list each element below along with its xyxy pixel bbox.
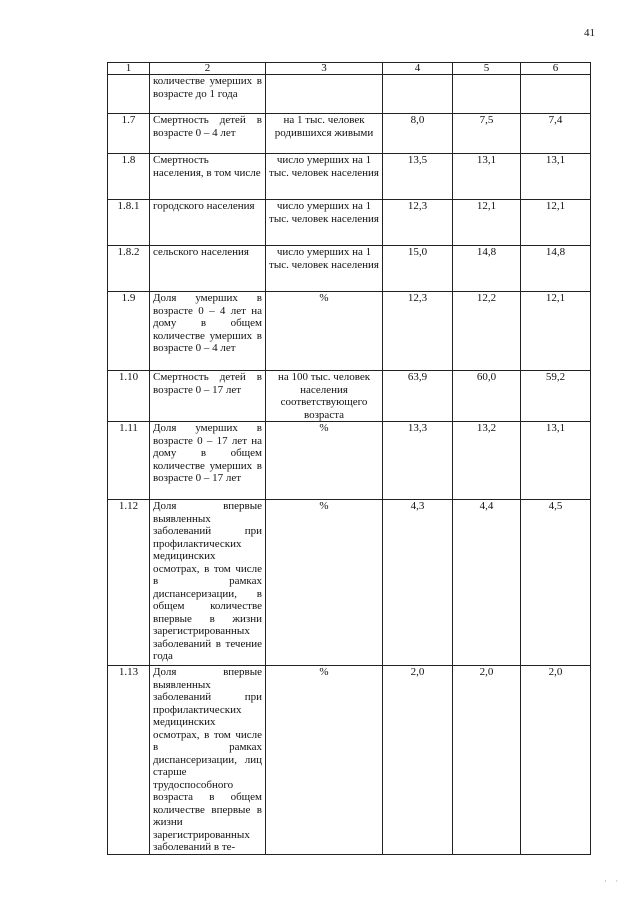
table-row <box>108 500 591 666</box>
value-col4: 8,0 <box>383 114 453 154</box>
indicator-name: Смертность детей в возрасте 0 – 17 лет <box>150 371 266 422</box>
value-col5: 4,4 <box>453 500 521 666</box>
header-cell: 2 <box>150 63 266 75</box>
table-row <box>108 292 591 371</box>
value-col5: 13,2 <box>453 422 521 500</box>
row-number: 1.8.1 <box>108 200 150 246</box>
value-col5 <box>453 75 521 114</box>
value-col5: 7,5 <box>453 114 521 154</box>
unit-cell: % <box>266 292 383 371</box>
indicator-name: Смертность населения, в том числе <box>150 154 266 200</box>
header-cell: 5 <box>453 63 521 75</box>
header-cell: 3 <box>266 63 383 75</box>
unit-cell: число умерших на 1 тыс. человек населения <box>266 154 383 200</box>
value-col4: 2,0 <box>383 666 453 855</box>
value-col6: 14,8 <box>521 246 591 292</box>
table-row <box>108 246 591 292</box>
indicator-table <box>107 62 591 855</box>
row-number: 1.11 <box>108 422 150 500</box>
indicator-name: Смертность детей в возрасте 0 – 4 лет <box>150 114 266 154</box>
table-header-row <box>108 63 591 75</box>
header-cell: 6 <box>521 63 591 75</box>
indicator-name: городского населения <box>150 200 266 246</box>
value-col6: 7,4 <box>521 114 591 154</box>
table-row <box>108 666 591 855</box>
row-number: 1.8.2 <box>108 246 150 292</box>
value-col5: 12,2 <box>453 292 521 371</box>
value-col4 <box>383 75 453 114</box>
value-col4: 12,3 <box>383 292 453 371</box>
value-col5: 13,1 <box>453 154 521 200</box>
unit-cell: % <box>266 422 383 500</box>
value-col4: 4,3 <box>383 500 453 666</box>
value-col4: 12,3 <box>383 200 453 246</box>
row-number: 1.12 <box>108 500 150 666</box>
value-col6: 59,2 <box>521 371 591 422</box>
row-number <box>108 75 150 114</box>
value-col6: 12,1 <box>521 292 591 371</box>
table-row <box>108 422 591 500</box>
row-number: 1.9 <box>108 292 150 371</box>
unit-cell <box>266 75 383 114</box>
table-row <box>108 154 591 200</box>
table-row <box>108 75 591 114</box>
value-col6: 2,0 <box>521 666 591 855</box>
value-col5: 12,1 <box>453 200 521 246</box>
unit-cell: на 100 тыс. человек населения соответствующего возраста <box>266 371 383 422</box>
value-col4: 63,9 <box>383 371 453 422</box>
table-row <box>108 200 591 246</box>
indicator-name: количестве умерших в возрасте до 1 года <box>150 75 266 114</box>
value-col6 <box>521 75 591 114</box>
unit-cell: % <box>266 666 383 855</box>
indicator-name: Доля умерших в возрасте 0 – 4 лет на дому в общем количестве умерших в возрасте 0 – 4 лет <box>150 292 266 371</box>
value-col6: 13,1 <box>521 154 591 200</box>
row-number: 1.10 <box>108 371 150 422</box>
indicator-name: Доля умерших в возрасте 0 – 17 лет на дому в общем количестве умерших в возрасте 0 – 17 лет <box>150 422 266 500</box>
indicator-name: Доля впервые выявленных заболеваний при профилактических медицинских осмотрах, в том числе в рамках диспансеризации, в общем количестве впервые в жизни зарегистрированных заболеваний в течение года <box>150 500 266 666</box>
indicator-name: Доля впервые выявленных заболеваний при профилактических медицинских осмотрах, в том числе в рамках диспансеризации, лиц старше трудоспособного возраста в общем количестве впервые в жизни зарегистрированных заболеваний в те- <box>150 666 266 855</box>
value-col4: 13,3 <box>383 422 453 500</box>
page-number: 41 <box>584 27 595 39</box>
scan-artifact-icon: · · <box>604 876 622 886</box>
table-row <box>108 371 591 422</box>
row-number: 1.8 <box>108 154 150 200</box>
unit-cell: на 1 тыс. человек родившихся живыми <box>266 114 383 154</box>
value-col6: 12,1 <box>521 200 591 246</box>
value-col5: 2,0 <box>453 666 521 855</box>
table-row <box>108 114 591 154</box>
indicator-name: сельского населения <box>150 246 266 292</box>
value-col5: 60,0 <box>453 371 521 422</box>
header-cell: 4 <box>383 63 453 75</box>
value-col4: 15,0 <box>383 246 453 292</box>
value-col6: 13,1 <box>521 422 591 500</box>
unit-cell: число умерших на 1 тыс. человек населения <box>266 200 383 246</box>
header-cell: 1 <box>108 63 150 75</box>
unit-cell: % <box>266 500 383 666</box>
value-col5: 14,8 <box>453 246 521 292</box>
row-number: 1.13 <box>108 666 150 855</box>
row-number: 1.7 <box>108 114 150 154</box>
unit-cell: число умерших на 1 тыс. человек населения <box>266 246 383 292</box>
value-col4: 13,5 <box>383 154 453 200</box>
value-col6: 4,5 <box>521 500 591 666</box>
